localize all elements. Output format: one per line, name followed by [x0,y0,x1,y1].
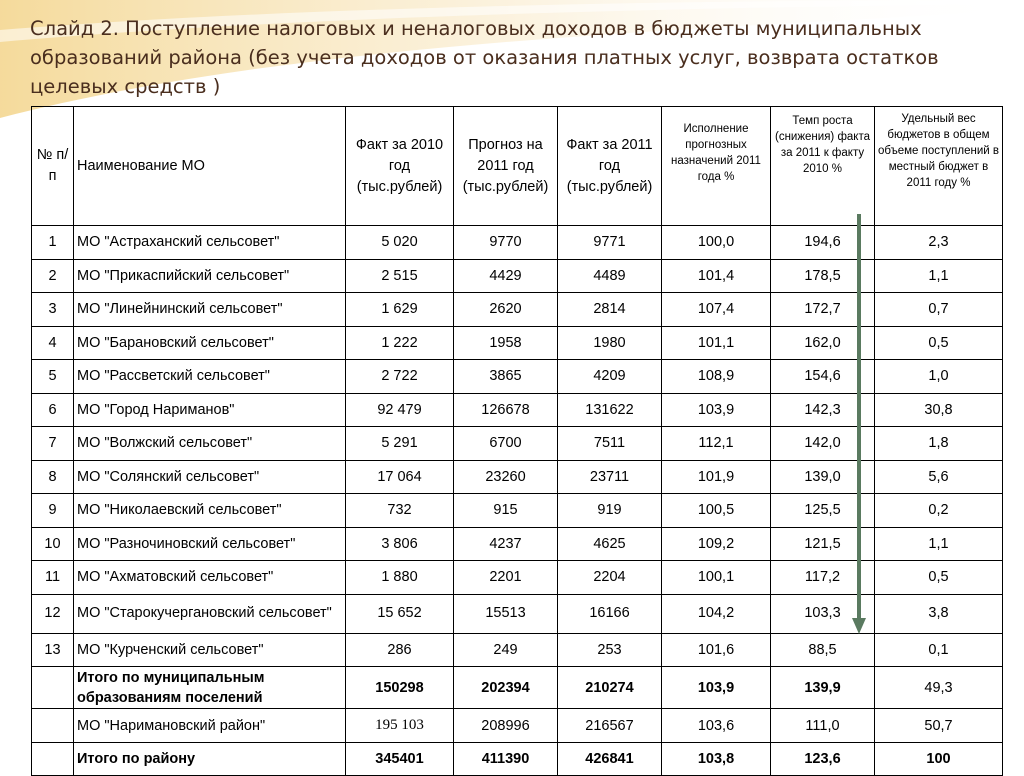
cell-forecast-2011: 4237 [454,527,558,561]
cell-name: МО "Город Нариманов" [74,393,346,427]
cell-fact-2010: 15 652 [346,594,454,633]
cell-execution: 100,1 [662,561,771,595]
cell-execution: 100,5 [662,494,771,528]
cell-fact-2011: 216567 [558,709,662,743]
cell-fact-2010: 2 722 [346,360,454,394]
cell-execution: 103,9 [662,667,771,709]
cell-fact-2010: 286 [346,633,454,667]
cell-forecast-2011: 1958 [454,326,558,360]
cell-growth: 178,5 [771,259,875,293]
cell-fact-2011: 7511 [558,427,662,461]
cell-share: 100 [875,743,1003,776]
cell-fact-2011: 23711 [558,460,662,494]
cell-growth: 121,5 [771,527,875,561]
cell-execution: 101,1 [662,326,771,360]
cell-fact-2011: 919 [558,494,662,528]
cell-growth: 172,7 [771,293,875,327]
cell-num: 4 [32,326,74,360]
cell-name: МО "Старокучергановский сельсовет" [74,594,346,633]
cell-growth: 111,0 [771,709,875,743]
cell-num: 12 [32,594,74,633]
cell-num: 10 [32,527,74,561]
cell-execution: 103,6 [662,709,771,743]
cell-execution: 101,4 [662,259,771,293]
cell-name: МО "Разночиновский сельсовет" [74,527,346,561]
cell-fact-2010: 2 515 [346,259,454,293]
cell-share: 3,8 [875,594,1003,633]
header-execution: Исполнение прогнозных назначений 2011 года % [662,107,771,226]
header-growth: Темп роста (снижения) факта за 2011 к факту 2010 % [771,107,875,226]
cell-fact-2010: 5 020 [346,226,454,260]
slide-title: Слайд 2. Поступление налоговых и неналоговых доходов в бюджеты муниципальных образований района (без учета доходов от оказания платных услуг, возврата остатков целевых средств ) [30,17,939,98]
cell-num: 9 [32,494,74,528]
cell-num: 11 [32,561,74,595]
cell-share: 30,8 [875,393,1003,427]
cell-fact-2010: 17 064 [346,460,454,494]
header-forecast-2011: Прогноз на 2011 год (тыс.рублей) [454,107,558,226]
cell-growth: 142,3 [771,393,875,427]
cell-num: 1 [32,226,74,260]
cell-forecast-2011: 126678 [454,393,558,427]
cell-fact-2011: 16166 [558,594,662,633]
cell-name: МО "Астраханский сельсовет" [74,226,346,260]
cell-execution: 104,2 [662,594,771,633]
cell-num [32,743,74,776]
cell-execution: 100,0 [662,226,771,260]
cell-fact-2010: 1 222 [346,326,454,360]
cell-share: 1,1 [875,259,1003,293]
cell-share: 5,6 [875,460,1003,494]
cell-forecast-2011: 208996 [454,709,558,743]
total-district-row [32,743,1003,776]
cell-name: МО "Рассветский сельсовет" [74,360,346,394]
cell-name: Итого по муниципальным образованиям поселений [74,667,346,709]
cell-fact-2010: 92 479 [346,393,454,427]
cell-fact-2011: 131622 [558,393,662,427]
cell-num: 2 [32,259,74,293]
cell-fact-2010: 1 880 [346,561,454,595]
cell-growth: 125,5 [771,494,875,528]
cell-share: 50,7 [875,709,1003,743]
cell-execution: 108,9 [662,360,771,394]
cell-name: МО "Солянский сельсовет" [74,460,346,494]
cell-growth: 123,6 [771,743,875,776]
cell-forecast-2011: 4429 [454,259,558,293]
table-row [32,633,1003,667]
district-row [32,709,1003,743]
cell-forecast-2011: 6700 [454,427,558,461]
cell-fact-2011: 1980 [558,326,662,360]
cell-fact-2010: 732 [346,494,454,528]
cell-num [32,667,74,709]
cell-num: 6 [32,393,74,427]
cell-forecast-2011: 411390 [454,743,558,776]
cell-fact-2010: 3 806 [346,527,454,561]
header-name: Наименование МО [74,107,346,226]
cell-growth: 117,2 [771,561,875,595]
cell-forecast-2011: 15513 [454,594,558,633]
cell-execution: 101,9 [662,460,771,494]
total-settlements-row [32,667,1003,709]
cell-share: 1,0 [875,360,1003,394]
cell-growth: 139,0 [771,460,875,494]
cell-execution: 112,1 [662,427,771,461]
cell-share: 0,1 [875,633,1003,667]
cell-forecast-2011: 9770 [454,226,558,260]
cell-forecast-2011: 3865 [454,360,558,394]
header-fact-2010: Факт за 2010 год (тыс.рублей) [346,107,454,226]
header-share: Удельный вес бюджетов в общем объеме поступлений в местный бюджет в 2011 году % [875,107,1003,226]
cell-growth: 88,5 [771,633,875,667]
cell-fact-2010: 1 629 [346,293,454,327]
cell-fact-2011: 4209 [558,360,662,394]
cell-name: МО "Ахматовский сельсовет" [74,561,346,595]
cell-name: МО "Наримановский район" [74,709,346,743]
cell-name: МО "Курченский сельсовет" [74,633,346,667]
cell-name: Итого по району [74,743,346,776]
cell-forecast-2011: 249 [454,633,558,667]
cell-fact-2011: 4489 [558,259,662,293]
cell-forecast-2011: 23260 [454,460,558,494]
cell-fact-2011: 426841 [558,743,662,776]
cell-fact-2011: 9771 [558,226,662,260]
cell-fact-2010: 195 103 [346,709,454,743]
cell-fact-2011: 210274 [558,667,662,709]
cell-growth: 154,6 [771,360,875,394]
cell-fact-2011: 253 [558,633,662,667]
cell-share: 0,5 [875,561,1003,595]
cell-num: 5 [32,360,74,394]
cell-fact-2011: 2204 [558,561,662,595]
cell-growth: 194,6 [771,226,875,260]
cell-name: МО "Прикаспийский сельсовет" [74,259,346,293]
down-arrow-icon [852,214,866,636]
cell-num: 7 [32,427,74,461]
cell-execution: 103,8 [662,743,771,776]
cell-share: 0,2 [875,494,1003,528]
cell-name: МО "Волжский сельсовет" [74,427,346,461]
cell-execution: 103,9 [662,393,771,427]
cell-name: МО "Линейнинский сельсовет" [74,293,346,327]
cell-execution: 107,4 [662,293,771,327]
cell-share: 0,7 [875,293,1003,327]
cell-name: МО "Николаевский сельсовет" [74,494,346,528]
cell-forecast-2011: 915 [454,494,558,528]
cell-share: 0,5 [875,326,1003,360]
cell-fact-2011: 4625 [558,527,662,561]
cell-fact-2010: 150298 [346,667,454,709]
cell-share: 49,3 [875,667,1003,709]
header-num: № п/п [32,107,74,226]
cell-num: 13 [32,633,74,667]
cell-num [32,709,74,743]
cell-share: 1,1 [875,527,1003,561]
cell-num: 8 [32,460,74,494]
cell-fact-2011: 2814 [558,293,662,327]
cell-forecast-2011: 202394 [454,667,558,709]
cell-fact-2010: 345401 [346,743,454,776]
cell-growth: 139,9 [771,667,875,709]
cell-num: 3 [32,293,74,327]
header-fact-2011: Факт за 2011 год (тыс.рублей) [558,107,662,226]
cell-execution: 109,2 [662,527,771,561]
cell-share: 2,3 [875,226,1003,260]
table-header-row [32,107,1003,226]
cell-name: МО "Барановский сельсовет" [74,326,346,360]
cell-share: 1,8 [875,427,1003,461]
cell-forecast-2011: 2620 [454,293,558,327]
cell-fact-2010: 5 291 [346,427,454,461]
cell-execution: 101,6 [662,633,771,667]
cell-growth: 103,3 [771,594,875,633]
cell-growth: 142,0 [771,427,875,461]
cell-forecast-2011: 2201 [454,561,558,595]
cell-growth: 162,0 [771,326,875,360]
